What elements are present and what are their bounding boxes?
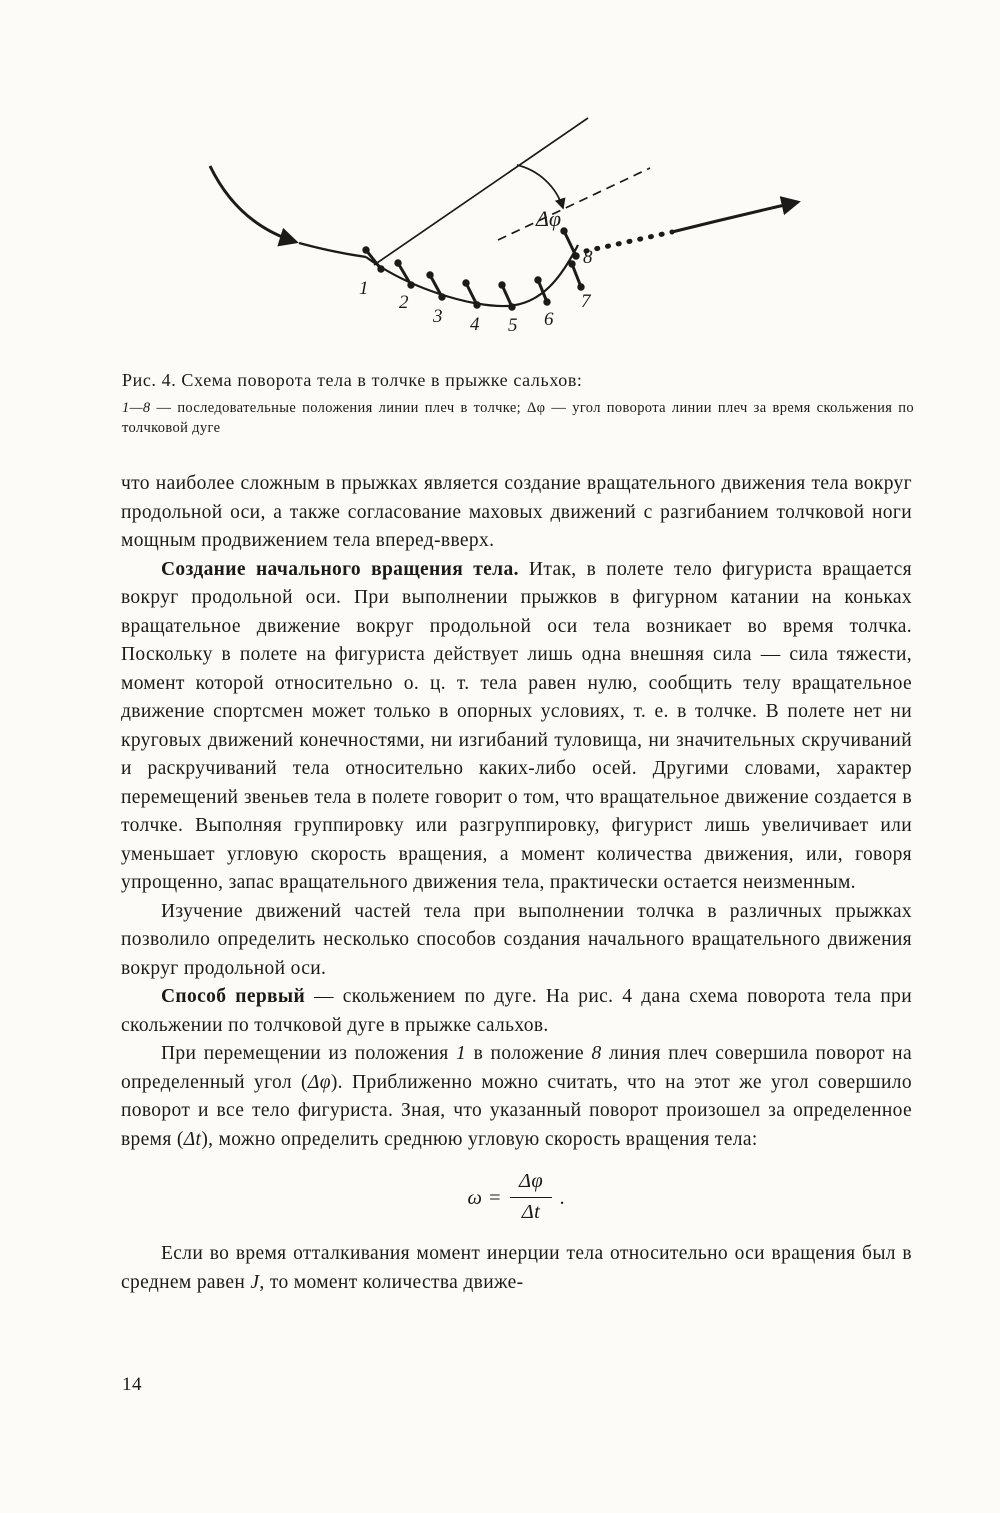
formula-lhs: ω = [467,1186,502,1209]
right-skating-curve [672,202,798,232]
formula-period: . [560,1186,566,1209]
figure-caption [122,370,914,438]
final-shoulder-dashed-line [498,168,650,240]
figure-caption-note [122,398,914,438]
paragraph-5-text-a: При перемещении из положения [161,1043,457,1064]
position-ref-8: 8 [591,1043,602,1064]
position-label-5: 5 [508,315,518,336]
shoulder-position-7 [569,261,584,290]
formula-numerator: Δφ [510,1170,552,1198]
paragraph-4-lead: Способ первый [161,986,306,1007]
math-delta-t: Δt [183,1128,202,1150]
paragraph-4-text: — скольжением по дуге. На рис. 4 дана схема поворота тела при скольжении по толчковой дуге в прыжке сальхов. [121,986,912,1036]
angular-velocity-formula [121,1170,912,1228]
paragraph-2 [121,556,912,898]
position-label-6: 6 [544,309,554,330]
position-label-2: 2 [399,292,409,313]
shoulder-position-8 [561,228,579,259]
paragraph-3: Изучение движений частей тела при выполнении толчка в различных прыжках позволило определить несколько способов создания начального вращательного движения вокруг продольной оси. [121,900,912,979]
paragraph-5-text-b: в положение [466,1043,592,1064]
shoulder-position-2 [395,260,414,288]
position-ref-1: 1 [456,1043,467,1064]
position-label-3: 3 [433,306,443,327]
left-skating-curve-tail [299,243,366,257]
figure-4-diagram [0,104,1000,354]
position-label-8: 8 [583,247,593,268]
paragraph-5 [121,1040,912,1154]
position-label-1: 1 [359,278,369,299]
angle-label: Δφ [536,206,562,231]
paragraph-1: что наиболее сложным в прыжках является создание вращательного движения тела вокруг продольной оси, а также согласование маховых движений с разгибанием толчковой ноги мощным продвижением тела вперед-вверх. [121,473,912,551]
paragraph-4 [121,983,912,1040]
caption-note-range: 1—8 [122,400,151,416]
paragraph-5-text-d: ). Приближенно можно считать, что на этот же угол совершило поворот и все тело фигуриста. Зная, что указанный поворот произошел за определенное время ( [121,1071,912,1150]
paragraph-2-text: Итак, в полете тело фигуриста вращается вокруг продольной оси. При выполнении прыжков в фигурном катании на коньках вращательное движение вокруг продольной оси тела возникает во время толчка. Поскольку в полете на фигуриста действует лишь одна внешняя сила — сила тяжести, момент которой относительно о. ц. т. тела равен нулю, сообщить телу вращательное движение спортсмен может только в опорных условиях, т. е. в толчке. В полете нет ни круговых движений конечностями, ни изгибаний туловища, ни значительных скручиваний и раскручиваний тела относительно каких-либо осей. Другими словами, характер перемещений звеньев тела в полете говорит о том, что вращательное движение создается в толчке. Выполняя группировку или разгруппировку, фигурист лишь увеличивает или уменьшает угловую скорость вращения, а момент количества движения, или, говоря упрощенно, запас вращательного движения тела, практически остается неизменным. [121,558,912,893]
page-number: 14 [122,1374,142,1395]
left-skating-curve [210,166,296,242]
math-delta-phi: Δφ [307,1071,331,1093]
dotted-trace [586,232,672,251]
figure-4 [0,104,1000,438]
paragraph-5-text-c: линия плеч совершила поворот на определенный угол ( [121,1043,912,1093]
caption-note-text: — последовательные положения линии плеч в толчке; Δφ — угол поворота линии плеч за время скольжения по толчковой дуге [122,400,914,436]
formula-denominator: Δt [521,1200,541,1223]
paragraph-2-lead: Создание начального вращения тела. [161,558,519,580]
paragraph-6-text-a: Если во время отталкивания момент инерции тела относительно оси вращения был в среднем равен [121,1243,912,1293]
angle-arc [517,165,563,208]
paragraph-5-text-e: ), можно определить среднюю угловую скорость вращения тела: [201,1128,758,1150]
shoulder-position-3 [427,272,445,300]
formula-fraction [510,1170,552,1224]
shoulder-position-6 [535,277,550,305]
math-j: J [250,1271,260,1293]
figure-caption-title: Рис. 4. Схема поворота тела в толчке в прыжке сальхов: [122,370,583,390]
paragraph-6 [121,1240,912,1297]
position-label-4: 4 [470,314,480,335]
body-text-column [121,470,912,1297]
position-label-7: 7 [581,291,591,312]
shoulder-position-4 [463,280,480,308]
paragraph-6-text-b: , то момент количества движе- [259,1271,524,1293]
